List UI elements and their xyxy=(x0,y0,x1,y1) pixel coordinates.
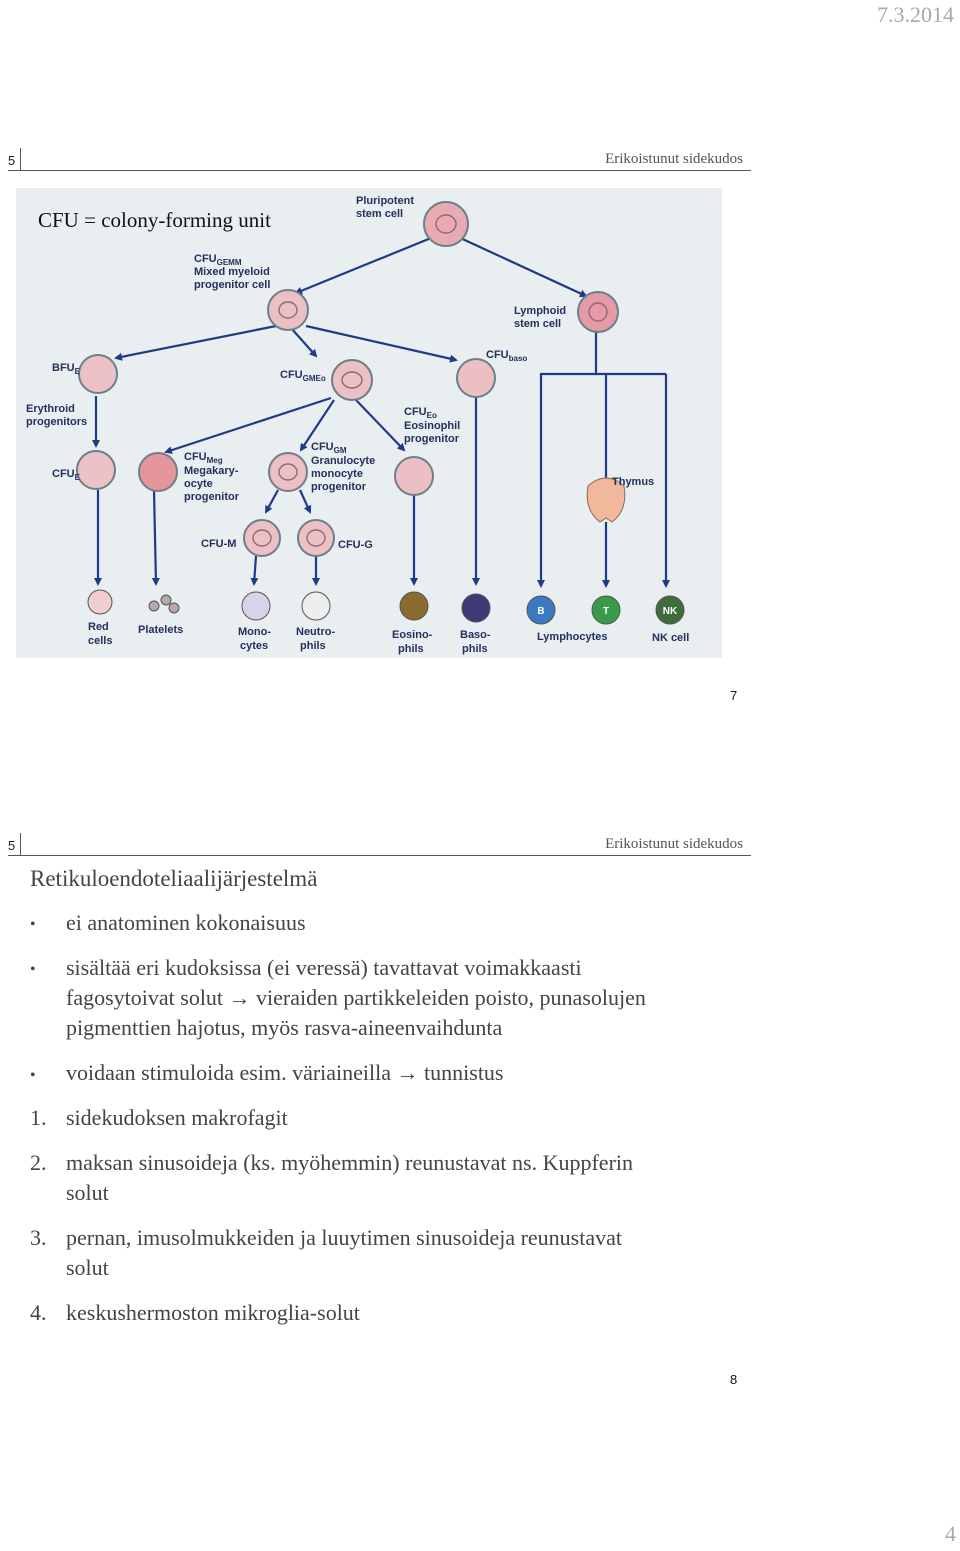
baso-label: $CFU_{baso}$ xyxy=(486,349,528,363)
list-number: 4. xyxy=(30,1300,47,1325)
gm-label-3: monocyte xyxy=(311,468,363,480)
list-item: pernan, imusolmukkeiden ja luuytimen sinusoideja reunustavat xyxy=(66,1225,622,1250)
cfum-label: CFU-M xyxy=(201,538,237,550)
meg-label-3: ocyte xyxy=(184,478,213,490)
eo-label-3: progenitor xyxy=(404,433,459,445)
list-item: solut xyxy=(66,1255,109,1280)
eo-label: $CFU_{Eo}$ xyxy=(404,406,437,420)
page-date: 7.3.2014 xyxy=(877,2,954,27)
slide-header xyxy=(8,148,751,171)
meg-label: $CFU_{Meg}$ xyxy=(184,451,223,465)
list-item: solut xyxy=(66,1180,109,1205)
slide-topic: Erikoistunut sidekudos xyxy=(605,836,743,852)
mono-label-2: cytes xyxy=(240,640,269,652)
nk-letter: NK xyxy=(662,606,678,617)
red-label-1: Red xyxy=(88,621,109,633)
bullet-text-line: voidaan stimuloida esim. väriaineilla → tunnistus xyxy=(66,1060,504,1085)
slide-header xyxy=(8,833,751,856)
eosino-label-1: Eosino- xyxy=(392,629,433,641)
arrow-icon: → xyxy=(228,985,251,1010)
arrow-icon: → xyxy=(396,1060,419,1085)
slide-page-number: 7 xyxy=(730,688,738,703)
lymphoid-label-1: Lymphoid xyxy=(514,305,567,317)
bullet-text-line: fagosytoivat solut → vieraiden partikkeleiden poisto, punasolujen xyxy=(66,985,646,1010)
bullet-marker: • xyxy=(30,916,36,933)
b-letter: B xyxy=(537,606,545,617)
slide-number: 5 xyxy=(8,838,16,853)
meg-label-2: Megakary- xyxy=(184,465,239,477)
gmeo-label: $CFU_{GMEo}$ xyxy=(280,369,326,383)
gm-label-2: Granulocyte xyxy=(311,455,376,467)
bullet-marker: • xyxy=(30,1067,36,1084)
thymus-label: Thymus xyxy=(612,476,655,488)
slide-number: 5 xyxy=(8,153,16,168)
platelets-label: Platelets xyxy=(138,624,184,636)
stem-label-1: Pluripotent xyxy=(356,195,415,207)
header-divider xyxy=(20,833,21,856)
list-item: keskushermoston mikroglia-solut xyxy=(66,1300,360,1325)
stem-label-2: stem cell xyxy=(356,208,404,220)
meg-label-4: progenitor xyxy=(184,491,239,503)
erythroid-label-1: Erythroid xyxy=(26,403,75,415)
list-number: 1. xyxy=(30,1105,47,1130)
mono-label-1: Mono- xyxy=(238,626,271,638)
neutro-label-1: Neutro- xyxy=(296,626,336,638)
bullet-text: pigmenttien hajotus, myös rasva-aineenvaihdunta xyxy=(66,1015,503,1040)
list-number: 3. xyxy=(30,1225,47,1250)
list-number: 2. xyxy=(30,1150,47,1175)
hematopoiesis-svg xyxy=(16,188,722,658)
header-divider xyxy=(20,148,21,171)
slide-page-number: 8 xyxy=(730,1372,738,1387)
red-label-2: cells xyxy=(88,635,113,647)
t-letter: T xyxy=(602,606,610,617)
gemm-label: $CFU_{GEMM}$ xyxy=(194,253,242,267)
gm-label-4: progenitor xyxy=(311,481,366,493)
slide-topic: Erikoistunut sidekudos xyxy=(605,151,743,167)
gemm-label-3: progenitor cell xyxy=(194,279,271,291)
cfug-label: CFU-G xyxy=(338,539,373,551)
lymphocytes-label: Lymphocytes xyxy=(537,631,608,643)
gemm-label-2: Mixed myeloid xyxy=(194,266,270,278)
list-item: sidekudoksen makrofagit xyxy=(66,1105,288,1130)
neutro-label-2: phils xyxy=(300,640,326,652)
list-item: maksan sinusoideja (ks. myöhemmin) reunustavat ns. Kuppferin xyxy=(66,1150,634,1175)
bullet-text: sisältää eri kudoksissa (ei veressä) tavattavat voimakkaasti xyxy=(66,955,582,980)
bullet-text: ei anatominen kokonaisuus xyxy=(66,910,306,935)
basophils-label-1: Baso- xyxy=(460,629,491,641)
lymphoid-label-2: stem cell xyxy=(514,318,562,330)
gm-label: $CFU_{GM}$ xyxy=(311,441,347,455)
diagram-caption: CFU = colony-forming unit xyxy=(38,208,271,232)
basophils-label-2: phils xyxy=(462,643,488,655)
nkcell-label: NK cell xyxy=(652,632,690,644)
eosino-label-2: phils xyxy=(398,643,424,655)
cfue-label: $CFU_E$ xyxy=(52,468,80,482)
hematopoiesis-diagram xyxy=(16,188,722,658)
erythroid-label-2: progenitors xyxy=(26,416,88,428)
bullet-marker: • xyxy=(30,961,36,978)
bfue-label: $BFU_E$ xyxy=(52,362,80,376)
slide-title: Retikuloendoteliaalijärjestelmä xyxy=(30,866,318,891)
page-number: 4 xyxy=(945,1521,956,1546)
eo-label-2: Eosinophil xyxy=(404,420,461,432)
